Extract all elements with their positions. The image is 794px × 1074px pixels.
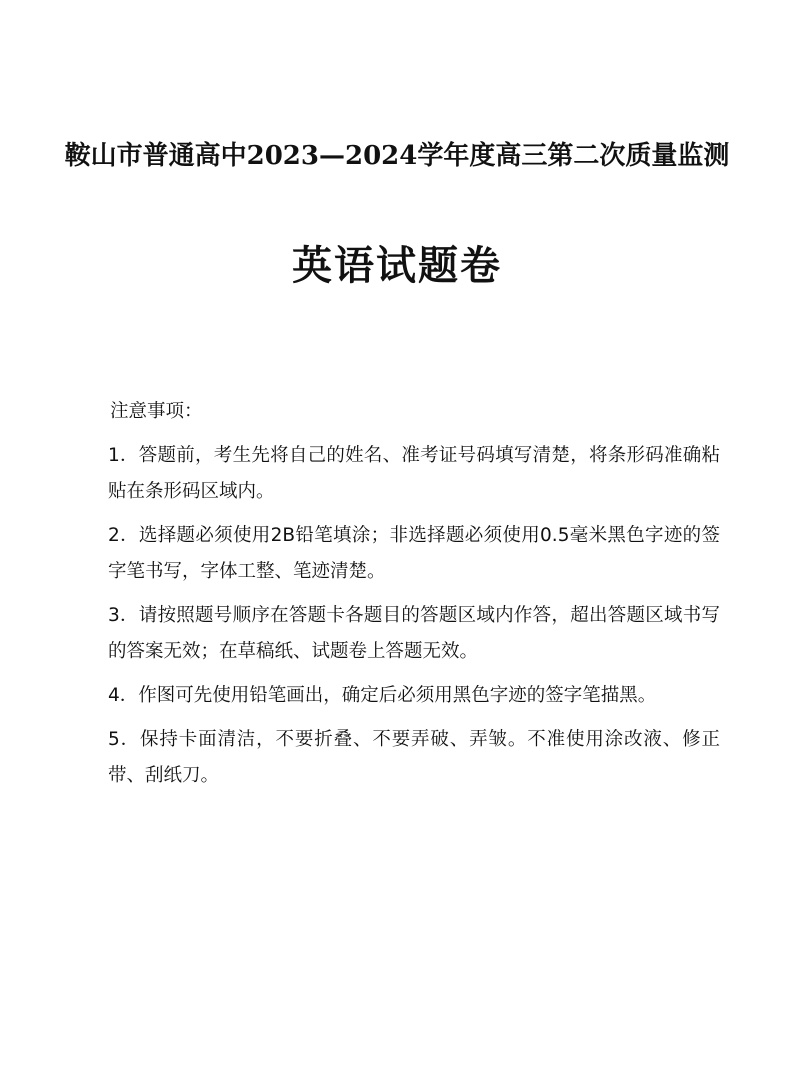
instruction-item-1: 1．答题前，考生先将自己的姓名、准考证号码填写清楚，将条形码准确粘贴在条形码区域内。 bbox=[108, 445, 720, 502]
instruction-item-2: 2．选择题必须使用2B铅笔填涂；非选择题必须使用0.5毫米黑色字迹的签字笔书写，字体工整、笔迹清楚。 bbox=[108, 525, 720, 582]
instruction-item-3: 3．请按照题号顺序在答题卡各题目的答题区域内作答，超出答题区域书写的答案无效；在草稿纸、试题卷上答题无效。 bbox=[108, 605, 720, 662]
exam-instructions bbox=[108, 394, 720, 802]
subject-title: 英语试题卷 bbox=[292, 242, 502, 289]
instructions-heading: 注意事项： bbox=[110, 401, 203, 422]
instruction-item-5: 5．保持卡面清洁，不要折叠、不要弄破、弄皱。不准使用涂改液、修正带、刮纸刀。 bbox=[108, 729, 720, 786]
instruction-item-4: 4．作图可先使用铅笔画出，确定后必须用黑色字迹的签字笔描黑。 bbox=[108, 685, 657, 706]
exam-title: 鞍山市普通高中2023—2024学年度高三第二次质量监测 bbox=[64, 141, 730, 171]
